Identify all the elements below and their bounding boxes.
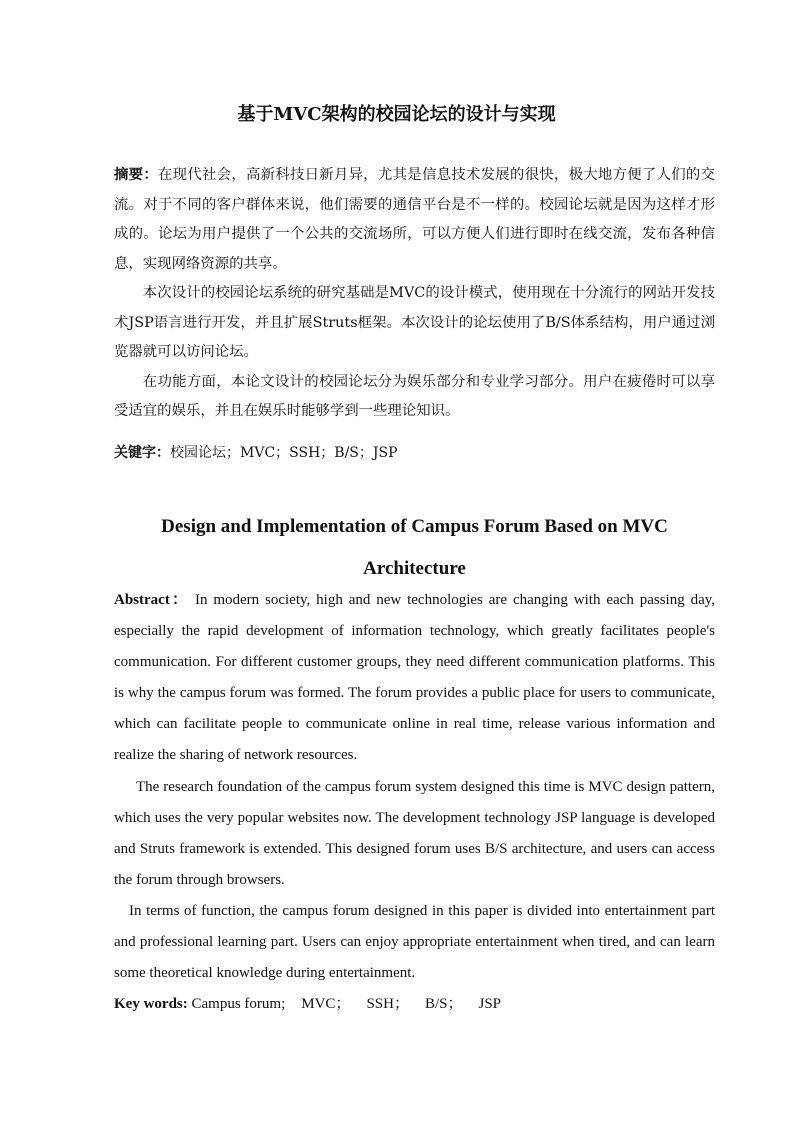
chinese-abstract bbox=[114, 160, 715, 427]
english-keywords bbox=[114, 989, 715, 1020]
chinese-title: 基于MVC架构的校园论坛的设计与实现 bbox=[237, 104, 556, 125]
chinese-abstract-text-1: 在现代社会，高新科技日新月异，尤其是信息技术发展的很快，极大地方便了人们的交流。对于不同的客户群体来说，他们需要的通信平台是不一样的。校园论坛就是因为这样才形成的。论坛为用户提供了一个公共的交流场所，可以方便人们进行即时在线交流，发布各种信息，实现网络资源的共享。 bbox=[114, 167, 715, 272]
chinese-abstract-paragraph-3: 在功能方面，本论文设计的校园论坛分为娱乐部分和专业学习部分。用户在疲倦时可以享受适宜的娱乐，并且在娱乐时能够学到一些理论知识。 bbox=[114, 373, 715, 419]
english-abstract-label: Abstract： bbox=[114, 592, 190, 608]
chinese-abstract-paragraph-2: 本次设计的校园论坛系统的研究基础是MVC的设计模式，使用现在十分流行的网站开发技术JSP语言进行开发，并且扩展Struts框架。本次设计的论坛使用了B/S体系结构，用户通过浏览器就可以访问论坛。 bbox=[114, 285, 715, 360]
english-keyword: SSH； bbox=[366, 996, 409, 1013]
english-keyword: B/S； bbox=[424, 996, 463, 1013]
english-abstract bbox=[114, 585, 715, 1020]
english-keyword: Campus forum; bbox=[191, 996, 286, 1013]
english-title: Design and Implementation of Campus Forum Based on MVC Architecture bbox=[161, 516, 668, 579]
english-abstract-text-1: In modern society, high and new technologies are changing with each passing day, especially the rapid development of information technology, which greatly facilitates people's communication. For different customer groups, they need different communication platforms. This is why the campus forum was formed. The forum provides a public place for users to communicate, which can facilitate people to communicate online in real time, release various information and realize the sharing of network resources. bbox=[114, 592, 716, 764]
english-abstract-paragraph-1 bbox=[114, 585, 715, 772]
english-abstract-paragraph-3: In terms of function, the campus forum designed in this paper is divided into entertainment part and professional learning part. Users can enjoy appropriate entertainment when tired, and can learn some theoretical knowledge during entertainment. bbox=[114, 902, 715, 982]
chinese-keywords-text: 校园论坛；MVC；SSH；B/S；JSP bbox=[170, 445, 398, 461]
chinese-keywords bbox=[114, 441, 715, 465]
english-abstract-paragraph-2: The research foundation of the campus forum system designed this time is MVC design pattern, which uses the very popular websites now. The development technology JSP language is developed and Struts framework is extended. This designed forum uses B/S architecture, and users can access the forum through browsers. bbox=[114, 778, 715, 888]
english-keyword: JSP bbox=[478, 996, 502, 1013]
chinese-abstract-label: 摘要： bbox=[114, 166, 158, 183]
english-keywords-label: Key words: bbox=[114, 996, 188, 1013]
chinese-abstract-paragraph-1 bbox=[114, 160, 715, 279]
chinese-keywords-label: 关键字： bbox=[114, 445, 170, 461]
english-keyword: MVC； bbox=[301, 996, 351, 1013]
